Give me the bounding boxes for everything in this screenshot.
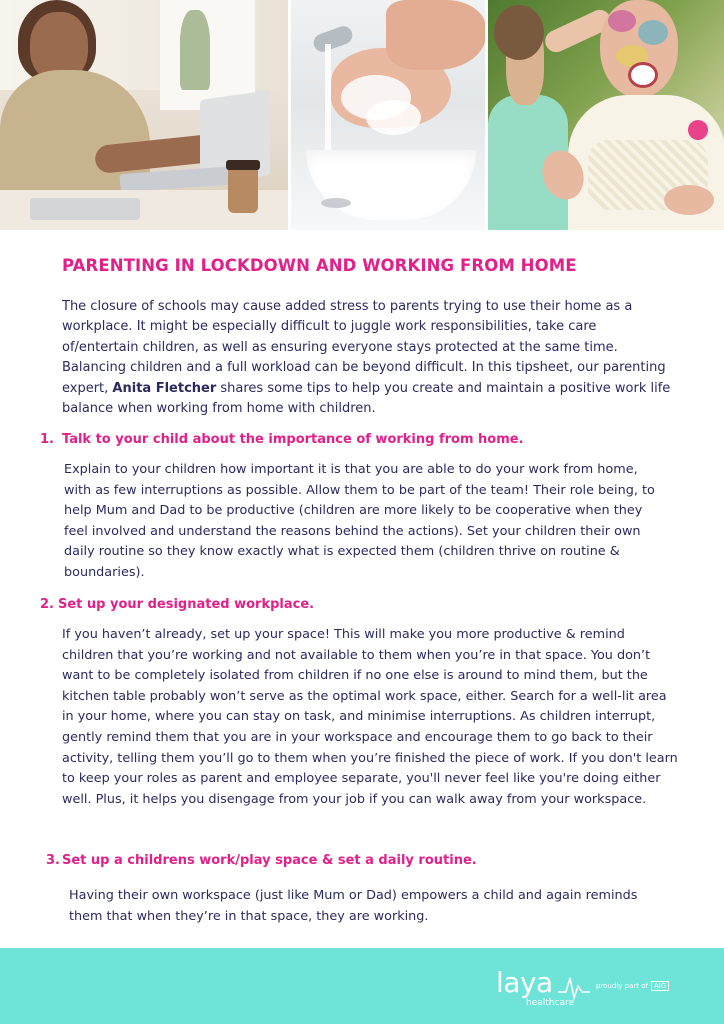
section-2-number: 2. (40, 597, 54, 612)
section-1-number: 1. (40, 432, 54, 447)
hand-washing-photo (288, 0, 485, 230)
man-with-laptop-photo (0, 0, 288, 230)
partner-badge: AIG (651, 981, 669, 991)
hero-banner (0, 0, 724, 230)
section-1-heading (40, 432, 524, 447)
laya-healthcare-logo (496, 966, 586, 1012)
section-2-title: Set up your designated workplace. (58, 597, 315, 612)
section-3-title: Set up a childrens work/play space & set a daily routine. (62, 853, 477, 868)
section-3-heading (46, 853, 477, 868)
logo-subtitle: healthcare (526, 998, 574, 1008)
logo-word: laya (496, 966, 553, 999)
section-1-title: Talk to your child about the importance of working from home. (62, 432, 524, 447)
section-1-body: Explain to your children how important it is that you are able to do your work from home, with as few interruptions as possible. Allow them to be part of the team! Their role being, to help Mum and Dad to be productive (children are more likely to be cooperative when they feel involved and understand the reasons behind the actions). Set your children their own daily routine so they know exactly what is expected them (children thrive on routine & boundaries). (64, 462, 655, 580)
intro-paragraph (62, 297, 677, 419)
page-title: PARENTING IN LOCKDOWN AND WORKING FROM HOME (62, 256, 577, 275)
tagline (596, 981, 669, 991)
section-3-number: 3. (46, 853, 60, 868)
expert-name: Anita Fletcher (112, 380, 217, 396)
child-painting-face-photo (485, 0, 724, 230)
footer-band (0, 948, 724, 1024)
intro-text-before: The closure of schools may cause added stress to parents trying to use their home as a workplace. It might be especially difficult to juggle work responsibilities, take care of/entertain children, as well as ensuring everyone stays protected at the same time. Balancing children and a full workload can be beyond difficult. In this tipsheet, our parenting expert, (62, 299, 666, 396)
section-3-body: Having their own workspace (just like Mum or Dad) empowers a child and again reminds them that when they’re in that space, they are working. (69, 888, 638, 924)
intro-text-after: shares some tips to help you create and maintain a positive work life balance when working from home with children. (62, 380, 671, 417)
section-2-body: If you haven’t already, set up your space! This will make you more productive & remind children that you’re working and not available to them when you’re in that space. You don’t want to be completely isolated from children if no one else is around to mind them, but the kitchen table probably won’t serve as the optimal work space, either. Search for a well-lit area in your home, where you can stay on task, and minimise interruptions. As children interrupt, gently remind them that you are in your workspace and encourage them to go back to their activity, telling them you’ll go to them when you’re finished the piece of work. If you don't learn to keep your roles as parent and employee separate, you'll never feel like you're doing either well. Plus, it helps you disengage from your job if you can walk away from your workspace. (62, 627, 678, 807)
tagline-text: proudly part of (596, 982, 648, 990)
section-2-heading (40, 597, 314, 612)
